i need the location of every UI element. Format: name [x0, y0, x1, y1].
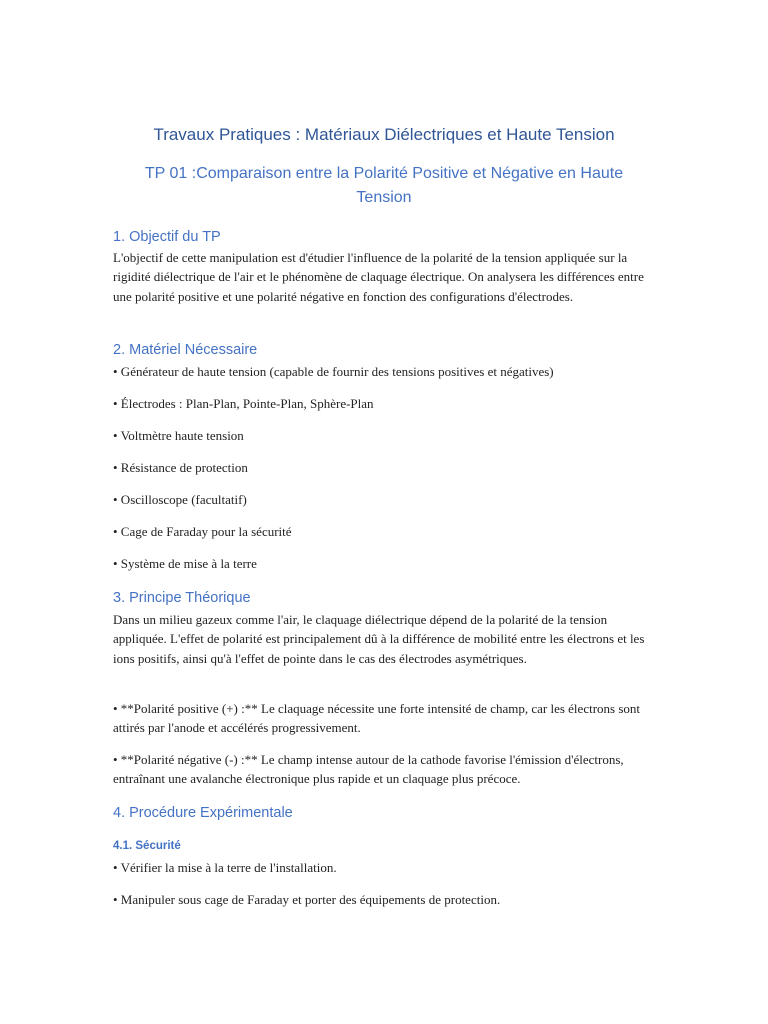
section-heading-materiel: 2. Matériel Nécessaire: [113, 342, 258, 358]
section-heading-objectif: 1. Objectif du TP: [113, 229, 221, 245]
list-item: • **Polarité positive (+) :** Le claquage nécessite une forte intensité de champ, car les électrons sont attirés par l'anode et accélérés progressivement.: [113, 701, 641, 736]
list-item: • Cage de Faraday pour la sécurité: [113, 524, 292, 539]
list-item: • Générateur de haute tension (capable de fournir des tensions positives et négatives): [113, 364, 554, 379]
document-title: Travaux Pratiques : Matériaux Diélectriques et Haute Tension: [153, 125, 615, 144]
list-item: • Vérifier la mise à la terre de l'installation.: [113, 860, 337, 875]
list-item: • Résistance de protection: [113, 460, 248, 475]
document-subtitle: TP 01 :Comparaison entre la Polarité Positive et Négative en Haute Tension: [144, 165, 624, 206]
list-item: • Oscilloscope (facultatif): [113, 492, 247, 507]
list-item: • Voltmètre haute tension: [113, 428, 244, 443]
list-item: • Système de mise à la terre: [113, 556, 257, 571]
section-heading-principe: 3. Principe Théorique: [113, 590, 251, 606]
principe-paragraph: Dans un milieu gazeux comme l'air, le claquage diélectrique dépend de la polarité de la tension appliquée. L'effet de polarité est principalement dû à la différence de mobilité entre les électrons et les ions positifs, ainsi qu'à l'effet de pointe dans le cas des électrodes asymétriques.: [113, 612, 645, 666]
list-item: • **Polarité négative (-) :** Le champ intense autour de la cathode favorise l'émission d'électrons, entraînant une avalanche électronique plus rapide et un claquage plus précoce.: [113, 752, 624, 787]
list-item: • Manipuler sous cage de Faraday et porter des équipements de protection.: [113, 892, 501, 907]
objectif-paragraph: L'objectif de cette manipulation est d'étudier l'influence de la polarité de la tension appliquée sur la rigidité diélectrique de l'air et le phénomène de claquage électrique. On analysera les différences entre une polarité positive et une polarité négative en fonction des configurations d'électrodes.: [113, 250, 644, 304]
subsection-heading-securite: 4.1. Sécurité: [113, 840, 181, 852]
section-heading-procedure: 4. Procédure Expérimentale: [113, 805, 293, 821]
list-item: • Électrodes : Plan-Plan, Pointe-Plan, Sphère-Plan: [113, 396, 374, 411]
